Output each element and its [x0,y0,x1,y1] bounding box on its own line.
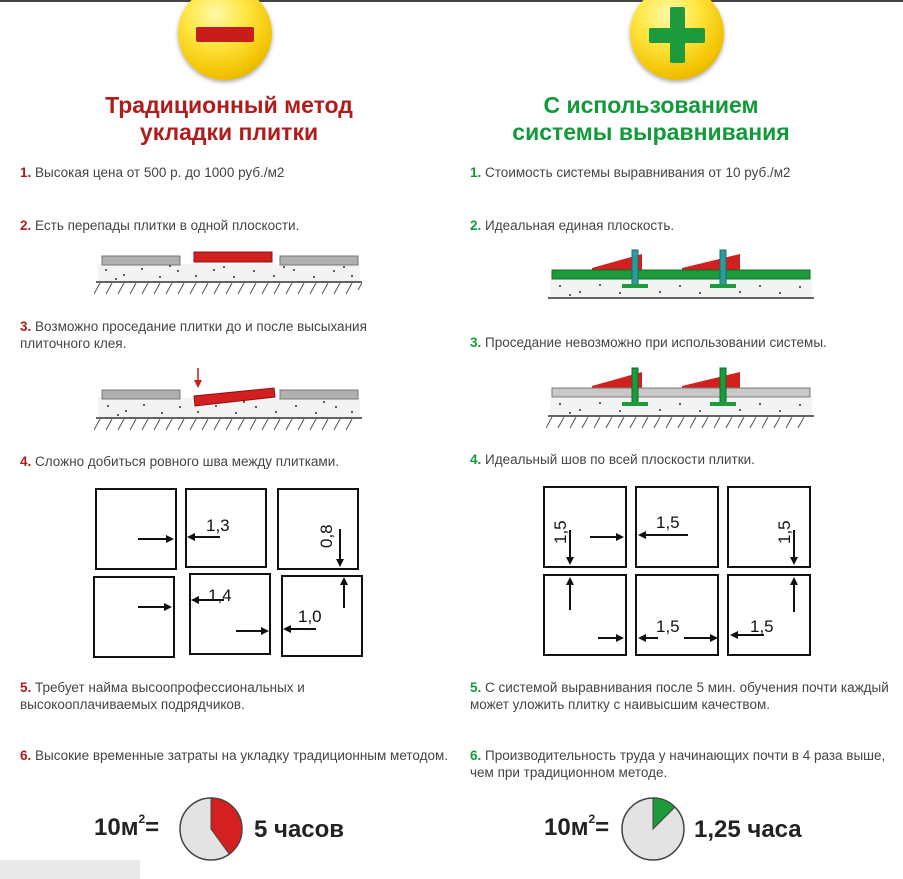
leveling-title: С использованием системы выравнивания [512,92,790,145]
left-item-4: 4. Сложно добиться ровного шва между плитками. [20,454,339,469]
sinking-tile-diagram [94,366,364,432]
left-item-2: 2. Есть перепады плитки в одной плоскости. [20,218,300,233]
right-result: 1,25 часа [694,816,802,843]
gap-label: 1,0 [298,607,322,626]
gap-label: 1,3 [206,516,230,535]
gap-label: 1,5 [551,520,570,544]
left-item-1: 1. Высокая цена от 500 р. до 1000 руб./м2 [20,165,285,180]
left-result: 5 часов [254,816,345,843]
minus-icon [178,0,272,80]
right-time-pie [620,796,686,862]
traditional-title: Традиционный метод укладки плитки [105,92,353,145]
gap-label: 1,5 [656,617,680,636]
left-item-3: 3. Возможно проседание плитки до и после высыхания плиточного клея. [20,319,367,351]
left-time-pie [178,796,244,862]
uneven-seams-diagram [90,484,370,660]
gap-label: 1,5 [775,520,794,544]
right-item-5: 5. С системой выравнивания после 5 мин. обучения почти каждый может уложить плитку с наивысшим качеством. [470,680,889,712]
gap-label: 1,4 [208,586,232,605]
right-item-2: 2. Идеальная единая плоскость. [470,218,675,233]
uneven-tiles-diagram [94,250,364,296]
traditional-method-column [0,0,449,879]
footer-strip [0,860,140,879]
right-item-4: 4. Идеальный шов по всей плоскости плитки. [470,452,755,467]
gap-label: 1,5 [656,513,680,532]
plus-icon [630,0,724,80]
right-item-6: 6. Производительность труда у начинающих почти в 4 раза выше, чем при традиционном методе. [470,748,886,780]
leveling-system-column [452,0,892,879]
right-formula: $10м^2=$ [544,812,610,841]
no-sinking-diagram [546,364,816,432]
gap-label: 1,5 [750,617,774,636]
right-item-1: 1. Стоимость системы выравнивания от 10 руб./м2 [470,165,791,180]
left-formula: $10м^2=$ [94,812,160,841]
even-seams-diagram [538,482,822,660]
level-plane-diagram [546,244,816,304]
left-item-6: 6. Высокие временные затраты на укладку традиционным методом. [20,748,449,763]
gap-label: 0,8 [317,524,336,548]
left-item-5: 5. Требует найма высоопрофессиональных и высокооплачиваемых подрядчиков. [20,680,305,712]
right-item-3: 3. Проседание невозможно при использовании системы. [470,335,827,350]
